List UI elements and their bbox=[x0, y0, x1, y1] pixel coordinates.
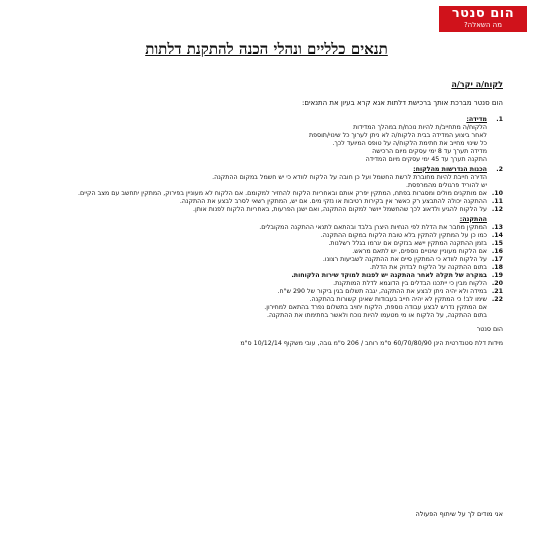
measure-note: מידות דלת סטנדרטית הינן 60/70/80/90 ס"מ רוחב / 206 ס"מ גובה, עובי משקוף 10/12/14 ס"מ bbox=[240, 340, 503, 347]
list-item bbox=[30, 148, 503, 156]
item-text: מדידה: bbox=[466, 116, 487, 123]
list-item bbox=[30, 272, 503, 280]
item-number: 15. bbox=[491, 240, 503, 247]
item-number: 11. bbox=[491, 198, 503, 205]
item-number: 2. bbox=[496, 166, 503, 173]
item-text: במקרה של תקלה לאחר ההתקנה יש לפנות למוקד שירות הלקוחות. bbox=[291, 272, 487, 279]
list-item bbox=[30, 280, 503, 288]
list-item bbox=[30, 140, 503, 148]
list-item bbox=[30, 312, 503, 320]
list-item bbox=[30, 224, 503, 232]
logo-name: הום סנטר bbox=[451, 6, 515, 21]
item-text: המתקין מחבר את הדלת לפי הנחיות היצרן בלבד ובהתאם לתנאי ההתקנה המקובלים. bbox=[259, 224, 487, 231]
item-text: אם הלקוח מעוניין שינויים נוספים, יש לתאם מראש. bbox=[352, 248, 487, 255]
greeting: לקוח/ה יקר/ה bbox=[451, 80, 503, 89]
item-number: 13. bbox=[491, 224, 503, 231]
list-item bbox=[30, 156, 503, 164]
item-number: 21. bbox=[491, 288, 503, 295]
item-text: אם מותקנים מולים ומסגרות בפתח, המתקין יפרק אותם ובאחריות הלקוח להחזיר למקומם. אם הלקוח לא מעוניין בפירוק, המתקין יתחשב עם מצב הקיים. bbox=[78, 190, 487, 197]
list-item bbox=[30, 256, 503, 264]
section-heading bbox=[30, 166, 503, 174]
item-text: במידה ולא יהיה ניתן לבצע את ההתקנה, יגבה תשלום בגין ביקור של 290 ש"ח. bbox=[277, 288, 487, 295]
home-center-logo bbox=[439, 6, 527, 32]
item-text: כל שינוי מחייב את חתימת הלקוח/ה על טופס המיועד לכך. bbox=[332, 140, 487, 147]
item-number: 16. bbox=[491, 248, 503, 255]
item-number: 17. bbox=[491, 256, 503, 263]
list-item bbox=[30, 232, 503, 240]
item-text: ההתקנה: bbox=[459, 216, 487, 223]
item-text: על הלקוח לוודא כי המתקין סיים את ההתקנה לשביעות רצונו. bbox=[322, 256, 487, 263]
list-item bbox=[30, 174, 503, 182]
item-text: הכנות הנדרשות מהלקוח: bbox=[413, 166, 487, 173]
page-title: תנאים כלליים ונהלי הכנה להתקנת דלתות bbox=[145, 40, 388, 58]
item-number: 14. bbox=[491, 232, 503, 239]
logo-tagline: מה השאלה? bbox=[463, 21, 503, 29]
item-text: שימו לב! כי המתקין לא יהיה חייב בעבודות שאינן קשורות בהתקנה. bbox=[309, 296, 487, 303]
list-item bbox=[30, 190, 503, 198]
item-text: על הלקוח להגיע ולדאוג לכך שהחשמל ייושר למקום ההתקנה, ואם ישנן הפרעות, באחריות הלקוח לפנות אותן. bbox=[192, 206, 487, 213]
intro-text: הום סנטר מברכת אותך ברכישת דלתות אנא קרא בעיון את התנאים: bbox=[301, 99, 503, 107]
list-item bbox=[30, 288, 503, 296]
item-text: אם המתקין נדרש לבצע עבודה נוספת, הלקוח יחויב בתשלום נפרד בהתאם למחירון. bbox=[264, 304, 487, 311]
item-text: כמו כן על המתקין להתקין בלא טובת הלקוח במקום ההתקנה. bbox=[320, 232, 487, 239]
item-text: הלקוח/ה מתחייב/ת להיות נוכח/ת במהלך המדידות bbox=[353, 124, 487, 131]
thanks-note: אני מודים לך על שיתוף הפעולה bbox=[415, 510, 503, 518]
item-number: 18. bbox=[491, 264, 503, 271]
list-item bbox=[30, 304, 503, 312]
list-item bbox=[30, 296, 503, 304]
list-item bbox=[30, 124, 503, 132]
item-text: בתום ההתקנה, על הלקוח או מי מטעמו להיות נוכח ולאשר בחתימתו את ההתקנה. bbox=[267, 312, 487, 319]
item-text: התקנה תערך עד 45 ימי עסקים מיום המדידה bbox=[365, 156, 487, 163]
item-number: 22. bbox=[491, 296, 503, 303]
list-item bbox=[30, 132, 503, 140]
item-text: בזמן ההתקנה המתקין יישא בנזקים אם יגרמו בגלל רשלנות. bbox=[328, 240, 487, 247]
item-number: 1. bbox=[496, 116, 503, 123]
item-text: ההתקנה יכולה להתבצע רק כאשר אין בקירות רטיבות או נזקי מים. אם יש, המתקין רשאי לסרב לבצע את ההתקנה. bbox=[179, 198, 487, 205]
list-item bbox=[30, 198, 503, 206]
list-item bbox=[30, 206, 503, 214]
section-heading bbox=[30, 116, 503, 124]
signoff: הום סנטר bbox=[476, 326, 503, 333]
item-text: הלקוח מבין כי ייתכנו הבדלים בין הדוגמא לדלת המותקנת. bbox=[333, 280, 487, 287]
terms-list bbox=[30, 114, 503, 348]
list-item bbox=[30, 264, 503, 272]
list-item bbox=[30, 248, 503, 256]
item-text: יש להוריד פרגולים מהמרפסת. bbox=[405, 182, 487, 189]
item-text: מדידה תערך עד 8 ימי עסקים מיום הרכישה bbox=[372, 148, 487, 155]
list-item bbox=[30, 240, 503, 248]
item-number: 20. bbox=[491, 280, 503, 287]
item-number: 19. bbox=[491, 272, 503, 279]
section-heading bbox=[30, 216, 503, 224]
item-number: 10. bbox=[491, 190, 503, 197]
item-number: 12. bbox=[491, 206, 503, 213]
list-item bbox=[30, 182, 503, 190]
item-text: בתום ההתקנה על הלקוח לבדוק את הדלת. bbox=[369, 264, 487, 271]
item-text: לאחר ביצוע המדידה בבית הלקוח/ה לא ניתן לערוך כל שינוי/תוספת bbox=[308, 132, 487, 139]
item-text: הדירה חייבת להיות מחוברת לרשת החשמל ועל כן חובה על הלקוח לוודא כי יש חשמל במקום ההתקנה. bbox=[212, 174, 487, 181]
